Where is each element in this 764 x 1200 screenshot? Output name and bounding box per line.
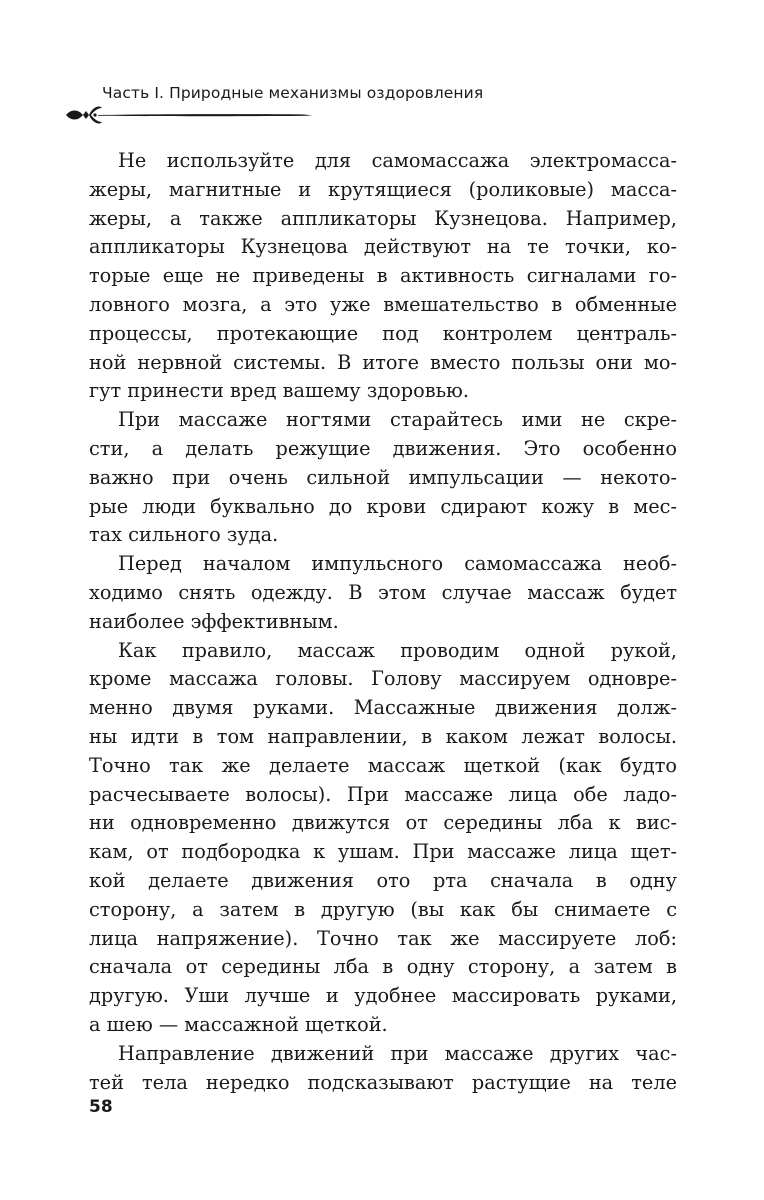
- text-line: При массаже ногтями старайтесь ими не скре-: [118, 408, 677, 432]
- text-line: ны идти в том направлении, в каком лежат волосы.: [89, 724, 677, 748]
- text-line: Направление движений при массаже других час-: [118, 1041, 677, 1065]
- text-line: торые еще не приведены в активность сигналами го-: [89, 264, 677, 288]
- text-line: другую. Уши лучше и удобнее массировать руками,: [89, 984, 677, 1008]
- text-line: тей тела нередко подсказывают растущие на теле: [89, 1070, 677, 1094]
- text-line: гут принести вред вашему здоровью.: [89, 379, 469, 403]
- text-line: расчесываете волосы). При массаже лица обе ладо-: [89, 782, 677, 806]
- text-line: тах сильного зуда.: [89, 523, 279, 547]
- paragraph: [89, 147, 677, 406]
- text-line: Точно так же делаете массаж щеткой (как будто: [89, 753, 677, 777]
- floral-ornament-icon: [64, 104, 314, 126]
- text-line: Перед началом импульсного самомассажа необ-: [118, 552, 677, 576]
- text-line: аппликаторы Кузнецова действуют на те точки, ко-: [89, 235, 677, 259]
- text-line: жеры, магнитные и крутящиеся (роликовые) масса-: [89, 177, 677, 201]
- text-line: рые люди буквально до крови сдирают кожу в мес-: [89, 494, 677, 518]
- text-line: ной нервной системы. В итоге вместо пользы они мо-: [89, 350, 677, 374]
- text-line: менно двумя руками. Массажные движения долж-: [89, 696, 677, 720]
- text-line: ни одновременно движутся от середины лба к вис-: [89, 811, 677, 835]
- text-line: Не используйте для самомассажа электромасса-: [118, 149, 677, 172]
- paragraph: [89, 1040, 677, 1098]
- paragraph: [89, 637, 677, 1040]
- text-line: ловного мозга, а это уже вмешательство в обменные: [89, 292, 677, 316]
- text-line: кой делаете движения ото рта сначала в одну: [89, 868, 677, 892]
- running-header: [64, 78, 484, 128]
- text-line: Как правило, массаж проводим одной рукой,: [118, 638, 677, 662]
- text-line: наиболее эффективным.: [89, 609, 339, 633]
- text-line: кроме массажа головы. Голову массируем одновре-: [89, 667, 677, 691]
- text-line: важно при очень сильной импульсации — некото-: [89, 465, 677, 489]
- text-line: сначала от середины лба в одну сторону, а затем в: [89, 955, 677, 979]
- text-line: а шею — массажной щеткой.: [89, 1012, 388, 1036]
- running-title: Часть I. Природные механизмы оздоровления: [102, 84, 484, 102]
- paragraph: [89, 550, 677, 636]
- paragraph: [89, 406, 677, 550]
- text-line: сти, а делать режущие движения. Это особенно: [89, 436, 677, 460]
- page-body: [89, 147, 677, 1097]
- text-line: кам, от подбородка к ушам. При массаже лица щет-: [89, 840, 677, 864]
- text-line: процессы, протекающие под контролем централь-: [89, 321, 677, 345]
- text-line: лица напряжение). Точно так же массируете лоб:: [89, 926, 677, 950]
- text-line: жеры, а также аппликаторы Кузнецова. Например,: [89, 206, 677, 230]
- text-line: сторону, а затем в другую (вы как бы снимаете с: [89, 897, 677, 921]
- text-line: ходимо снять одежду. В этом случае массаж будет: [89, 580, 677, 604]
- page-number: 58: [89, 1097, 113, 1117]
